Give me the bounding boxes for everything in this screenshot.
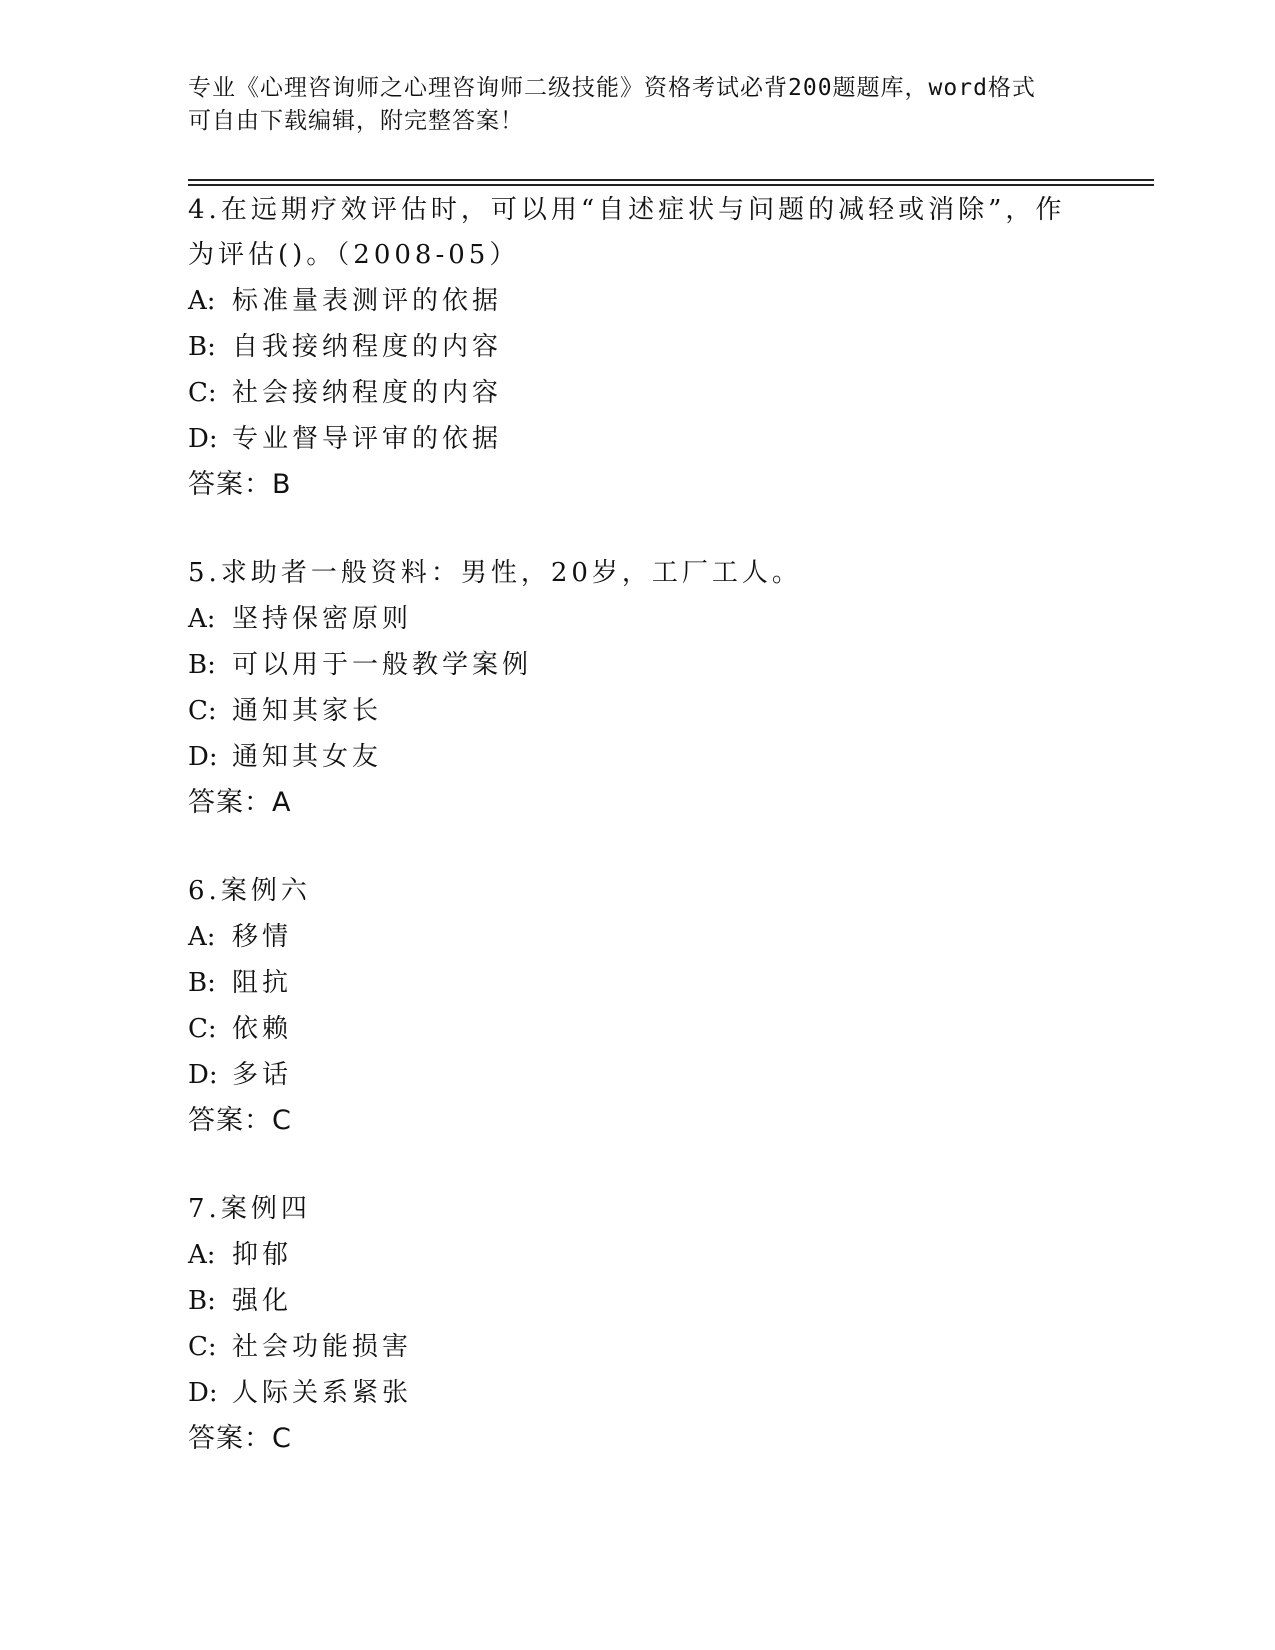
option-d <box>188 1370 1088 1416</box>
option-d <box>188 1052 1088 1098</box>
question-list <box>188 188 1088 1505</box>
question-4 <box>188 188 1088 508</box>
question-text <box>188 869 1088 914</box>
option-text: 专业督导评审的依据 <box>232 424 503 454</box>
option-text: 强化 <box>232 1286 293 1316</box>
option-text: 抑郁 <box>232 1240 293 1270</box>
question-stem: 案例六 <box>220 876 311 906</box>
option-a <box>188 914 1088 960</box>
question-number: 7. <box>188 1194 221 1224</box>
question-7 <box>188 1187 1088 1462</box>
option-letter: A: <box>188 286 216 316</box>
option-a <box>188 1232 1088 1278</box>
question-stem: 求助者一般资料：男性，20岁，工厂工人。 <box>220 558 802 588</box>
option-d <box>188 416 1088 462</box>
option-letter: C: <box>188 378 217 408</box>
option-text: 标准量表测评的依据 <box>232 286 503 316</box>
answer-line: 答案：C <box>188 1105 292 1136</box>
option-b <box>188 1278 1088 1324</box>
option-letter: B: <box>188 332 216 362</box>
option-a <box>188 278 1088 324</box>
option-letter: B: <box>188 968 216 998</box>
question-stem: 在远期疗效评估时，可以用“自述症状与问题的减轻或消除”，作为评估()。（2008-05） <box>188 195 1066 270</box>
question-stem: 案例四 <box>220 1194 311 1224</box>
option-letter: D: <box>188 1378 218 1408</box>
option-d <box>188 734 1088 780</box>
option-letter: D: <box>188 1060 218 1090</box>
option-text: 通知其女友 <box>232 742 383 772</box>
option-letter: A: <box>188 1240 216 1270</box>
question-6 <box>188 869 1088 1144</box>
option-text: 通知其家长 <box>232 696 383 726</box>
option-letter: D: <box>188 424 218 454</box>
option-letter: B: <box>188 650 216 680</box>
question-text <box>188 1187 1088 1232</box>
option-a <box>188 596 1088 642</box>
option-letter: C: <box>188 1014 217 1044</box>
option-letter: C: <box>188 696 217 726</box>
question-text <box>188 551 1088 596</box>
option-text: 阻抗 <box>232 968 293 998</box>
option-b <box>188 324 1088 370</box>
question-text <box>188 188 1088 278</box>
option-text: 社会功能损害 <box>232 1332 413 1362</box>
option-c <box>188 1324 1088 1370</box>
header-line-1: 专业《心理咨询师之心理咨询师二级技能》资格考试必背200题题库，word格式 <box>188 75 1036 101</box>
option-b <box>188 960 1088 1006</box>
option-c <box>188 1006 1088 1052</box>
answer-line: 答案：B <box>188 469 292 500</box>
answer-line: 答案：A <box>188 787 292 818</box>
question-number: 4. <box>188 195 221 225</box>
question-number: 6. <box>188 876 221 906</box>
question-number: 5. <box>188 558 221 588</box>
option-letter: A: <box>188 922 216 952</box>
option-text: 依赖 <box>232 1014 293 1044</box>
option-text: 坚持保密原则 <box>232 604 413 634</box>
document-header <box>188 72 1088 138</box>
option-text: 自我接纳程度的内容 <box>232 332 503 362</box>
option-b <box>188 642 1088 688</box>
option-letter: B: <box>188 1286 216 1316</box>
option-text: 可以用于一般教学案例 <box>232 650 533 680</box>
option-text: 移情 <box>232 922 293 952</box>
header-line-2: 可自由下载编辑，附完整答案！ <box>188 108 524 134</box>
option-c <box>188 688 1088 734</box>
option-text: 社会接纳程度的内容 <box>232 378 503 408</box>
option-letter: A: <box>188 604 216 634</box>
option-letter: D: <box>188 742 218 772</box>
answer-line: 答案：C <box>188 1423 292 1454</box>
option-c <box>188 370 1088 416</box>
question-5 <box>188 551 1088 826</box>
option-text: 人际关系紧张 <box>232 1378 413 1408</box>
option-letter: C: <box>188 1332 217 1362</box>
header-divider <box>188 179 1154 186</box>
option-text: 多话 <box>232 1060 293 1090</box>
